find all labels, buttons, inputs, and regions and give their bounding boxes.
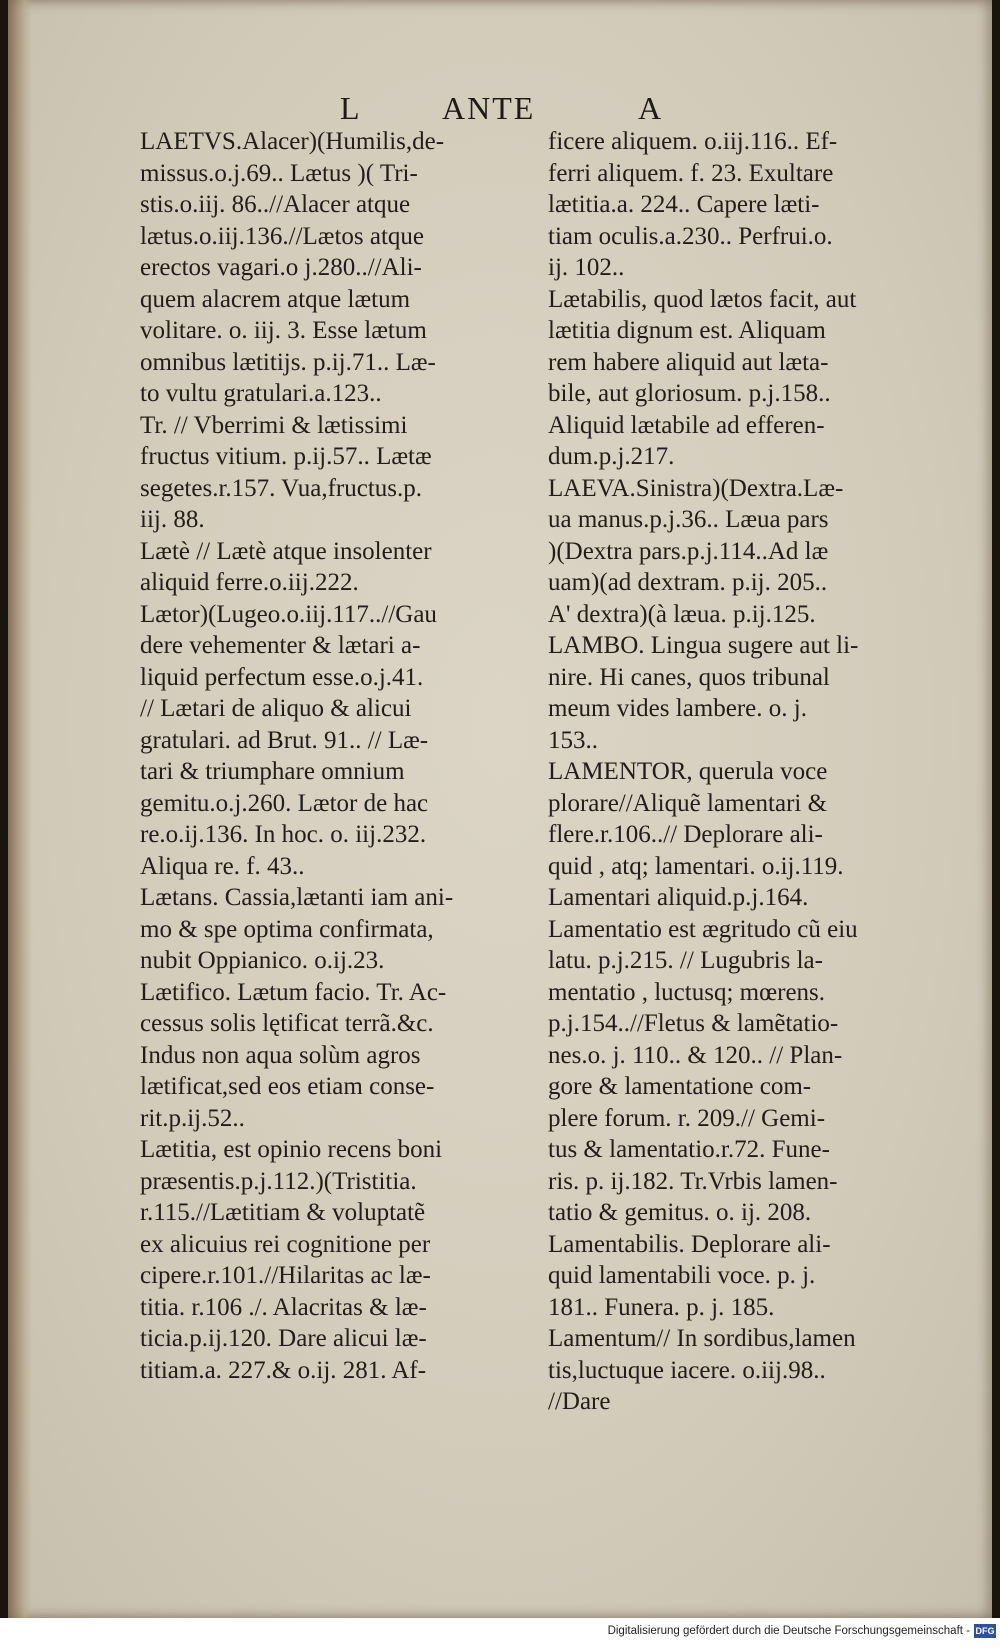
text-line: Lamentari aliquid.p.j.164. (548, 884, 809, 911)
dfg-logo: DFG (975, 1626, 995, 1636)
text-line: )(Dextra pars.p.j.114..Ad læ (548, 537, 829, 565)
text-line: cipere.r.101.//Hilaritas ac læ- (140, 1262, 431, 1289)
text-line: 181.. Funera. p. j. 185. (548, 1293, 775, 1321)
text-line: uam)(ad dextram. p.ij. 205.. (548, 569, 828, 596)
left-column (140, 126, 540, 1386)
text-line: lætitia.a. 224.. Capere læti- (548, 191, 820, 218)
funding-credit: Digitalisierung gefördert durch die Deutsche Forschungsgemeinschaft - (607, 1625, 970, 1637)
text-line: latu. p.j.215. // Lugubris la- (548, 947, 823, 974)
text-line: quem alacrem atque lætum (140, 285, 411, 313)
text-line: // Lætari de aliquo & alicui (140, 695, 412, 722)
right-column (548, 126, 968, 1418)
text-line: Lætifico. Lætum facio. Tr. Ac- (140, 978, 447, 1006)
header-letter-left: L (340, 90, 362, 126)
text-line: Lamentum// In sordibus,lamen (548, 1325, 856, 1352)
text-line: missus.o.j.69.. Lætus )( Tri- (140, 159, 418, 187)
text-line: Lætè // Lætè atque insolenter (140, 537, 432, 565)
running-header (8, 90, 992, 130)
text-line: plorare//Aliquẽ lamentari & (548, 789, 828, 817)
text-line: segetes.r.157. Vua,fructus.p. (140, 474, 423, 502)
text-line: tiam oculis.a.230.. Perfrui.o. (548, 222, 833, 250)
page-binding-shadow (8, 0, 32, 1618)
digitization-footer (0, 1618, 1000, 1650)
text-line: præsentis.p.j.112.)(Tristitia. (140, 1167, 417, 1195)
text-line: tari & triumphare omnium (140, 758, 405, 785)
text-line: Lamentabilis. Deplorare ali- (548, 1230, 831, 1258)
text-line: plere forum. r. 209.// Gemi- (548, 1104, 826, 1132)
text-line: rem habere aliquid aut læta- (548, 348, 829, 376)
text-line: stis.o.iij. 86..//Alacer atque (140, 191, 411, 218)
text-line: titiam.a. 227.& o.ij. 281. Af- (140, 1356, 427, 1384)
text-line: dum.p.j.217. (548, 443, 675, 470)
text-line: lætus.o.iij.136.//Lætos atque (140, 222, 425, 250)
text-line: ij. 102.. (548, 254, 625, 281)
text-line: A' dextra)(à læua. p.ij.125. (548, 600, 816, 628)
text-line: nubit Oppianico. o.ij.23. (140, 947, 385, 974)
text-line: gore & lamentatione com- (548, 1073, 812, 1100)
text-line: omnibus lætitijs. p.ij.71.. Læ- (140, 348, 436, 376)
text-line: nes.o. j. 110.. & 120.. // Plan- (548, 1041, 843, 1069)
text-line: re.o.ij.136. In hoc. o. iij.232. (140, 821, 427, 848)
text-line: Tr. // Vberrimi & lætissimi (140, 411, 408, 439)
text-line: Indus non aqua solùm agros (140, 1041, 421, 1069)
text-line: ferri aliquem. f. 23. Exultare (548, 159, 834, 187)
text-line: gemitu.o.j.260. Lætor de hac (140, 789, 429, 817)
text-line: ua manus.p.j.36.. Læua pars (548, 506, 829, 533)
text-line: Aliquid lætabile ad efferen- (548, 411, 825, 439)
text-line: tus & lamentatio.r.72. Fune- (548, 1136, 830, 1163)
text-line: mentatio , luctusq; mœrens. (548, 978, 826, 1006)
text-line: Lætans. Cassia,lætanti iam ani- (140, 884, 454, 911)
header-letter-right: A (638, 90, 664, 126)
text-line: p.j.154..//Fletus & lamẽtatio- (548, 1010, 839, 1037)
text-line: nire. Hi canes, quos tribunal (548, 663, 830, 691)
header-letters-mid: ANTE (442, 90, 536, 126)
text-line: quid lamentabili voce. p. j. (548, 1262, 816, 1289)
text-line: flere.r.106..// Deplorare ali- (548, 821, 823, 848)
text-line: ex alicuius rei cognitione per (140, 1230, 431, 1258)
text-line: ris. p. ij.182. Tr.Vrbis lamen- (548, 1167, 838, 1195)
text-line: ticia.p.ij.120. Dare alicui læ- (140, 1325, 427, 1352)
text-line: dere vehementer & lætari a- (140, 632, 421, 659)
text-line: rit.p.ij.52.. (140, 1104, 245, 1132)
text-line: LAETVS.Alacer)(Humilis,de- (140, 128, 445, 155)
text-line: bile, aut gloriosum. p.j.158.. (548, 380, 831, 407)
text-line: Lamentatio est ægritudo cũ eiu (548, 915, 858, 943)
text-line: liquid perfectum esse.o.j.41. (140, 663, 424, 691)
text-line: r.115.//Lætitiam & voluptatẽ (140, 1199, 426, 1226)
text-line: quid , atq; lamentari. o.ij.119. (548, 852, 844, 880)
text-line: volitare. o. iij. 3. Esse lætum (140, 317, 427, 344)
book-page (8, 0, 992, 1618)
text-line: ficere aliquem. o.iij.116.. Ef- (548, 128, 838, 155)
text-line: lætitia dignum est. Aliquam (548, 317, 826, 344)
text-line: titia. r.106 ./. Alacritas & læ- (140, 1293, 427, 1321)
text-line: LAMENTOR, querula voce (548, 758, 828, 785)
text-line: LAEVA.Sinistra)(Dextra.Læ- (548, 474, 844, 502)
text-line: cessus solis lętificat terrã.&c. (140, 1010, 434, 1037)
text-line: erectos vagari.o j.280..//Ali- (140, 254, 422, 281)
text-line: Lætitia, est opinio recens boni (140, 1136, 443, 1163)
text-line: iij. 88. (140, 506, 205, 533)
text-line: lætificat,sed eos etiam conse- (140, 1073, 435, 1100)
text-line: LAMBO. Lingua sugere aut li- (548, 632, 859, 659)
text-line: tis,luctuque iacere. o.iij.98.. (548, 1356, 826, 1384)
text-line: //Dare (548, 1388, 611, 1415)
text-line: tatio & gemitus. o. ij. 208. (548, 1199, 812, 1226)
text-line: fructus vitium. p.ij.57.. Lætæ (140, 443, 432, 470)
text-line: gratulari. ad Brut. 91.. // Læ- (140, 726, 429, 754)
text-line: aliquid ferre.o.iij.222. (140, 569, 359, 596)
text-line: meum vides lambere. o. j. (548, 695, 807, 722)
text-line: Lætabilis, quod lætos facit, aut (548, 285, 857, 313)
text-line: to vultu gratulari.a.123.. (140, 380, 382, 407)
text-line: mo & spe optima confirmata, (140, 915, 434, 943)
text-line: Lætor)(Lugeo.o.iij.117..//Gau (140, 600, 437, 628)
text-line: 153.. (548, 726, 598, 754)
text-line: Aliqua re. f. 43.. (140, 852, 305, 880)
